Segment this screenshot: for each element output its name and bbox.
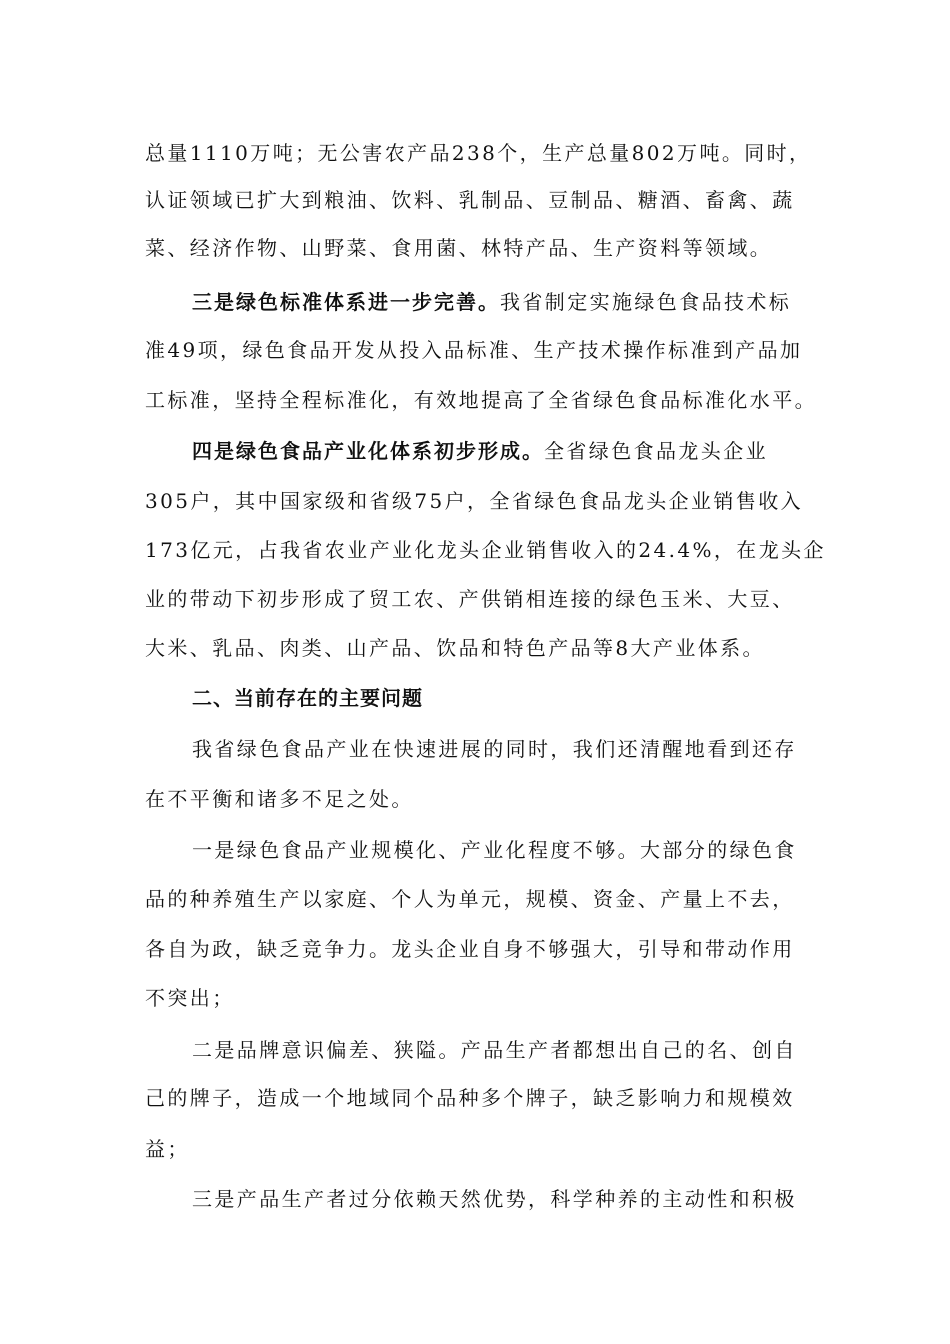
text-line: 三是产品生产者过分依赖天然优势，科学种养的主动性和积极 (192, 1187, 797, 1211)
text-line: 己的牌子，造成一个地域同个品种多个牌子，缺乏影响力和规模效 (145, 1086, 795, 1110)
paragraph-first-line (192, 437, 815, 465)
text-line: 大米、乳品、肉类、山产品、饮品和特色产品等8大产业体系。 (145, 636, 765, 660)
text-run: 我省制定实施绿色食品技术标 (500, 290, 792, 314)
text-line: 各自为政，缺乏竞争力。龙头企业自身不够强大，引导和带动作用 (145, 937, 795, 961)
text-line: 总量1110万吨；无公害农产品238个，生产总量802万吨。同时， (145, 141, 812, 165)
text-line: 一是绿色食品产业规模化、产业化程度不够。大部分的绿色食 (192, 838, 797, 862)
text-line: 二是品牌意识偏差、狭隘。产品生产者都想出自己的名、创自 (192, 1038, 797, 1062)
text-line: 业的带动下初步形成了贸工农、产供销相连接的绿色玉米、大豆、 (145, 587, 795, 611)
text-line: 我省绿色食品产业在快速进展的同时，我们还清醒地看到还存 (192, 737, 797, 761)
text-line: 益； (145, 1137, 190, 1161)
text-line: 305户，其中国家级和省级75户，全省绿色食品龙头企业销售收入 (145, 489, 804, 513)
paragraph-lead-bold: 四是绿色食品产业化体系初步形成。 (192, 439, 544, 463)
text-run: 全省绿色食品龙头企业 (544, 439, 768, 463)
text-line: 准49项，绿色食品开发从投入品标准、生产技术操作标准到产品加 (145, 338, 803, 362)
text-line: 在不平衡和诸多不足之处。 (145, 787, 414, 811)
paragraph-lead-bold: 三是绿色标准体系进一步完善。 (192, 290, 500, 314)
text-line: 173亿元，占我省农业产业化龙头企业销售收入的24.4%，在龙头企 (145, 538, 826, 562)
paragraph-first-line (192, 288, 815, 316)
section-heading: 二、当前存在的主要问题 (192, 686, 423, 710)
text-line: 工标准，坚持全程标准化，有效地提高了全省绿色食品标准化水平。 (145, 388, 817, 412)
text-line: 菜、经济作物、山野菜、食用菌、林特产品、生产资料等领域。 (145, 236, 773, 260)
text-line: 品的种养殖生产以家庭、个人为单元，规模、资金、产量上不去， (145, 887, 795, 911)
text-line: 不突出； (145, 986, 235, 1010)
text-line: 认证领域已扩大到粮油、饮料、乳制品、豆制品、糖酒、畜禽、蔬 (145, 188, 795, 212)
